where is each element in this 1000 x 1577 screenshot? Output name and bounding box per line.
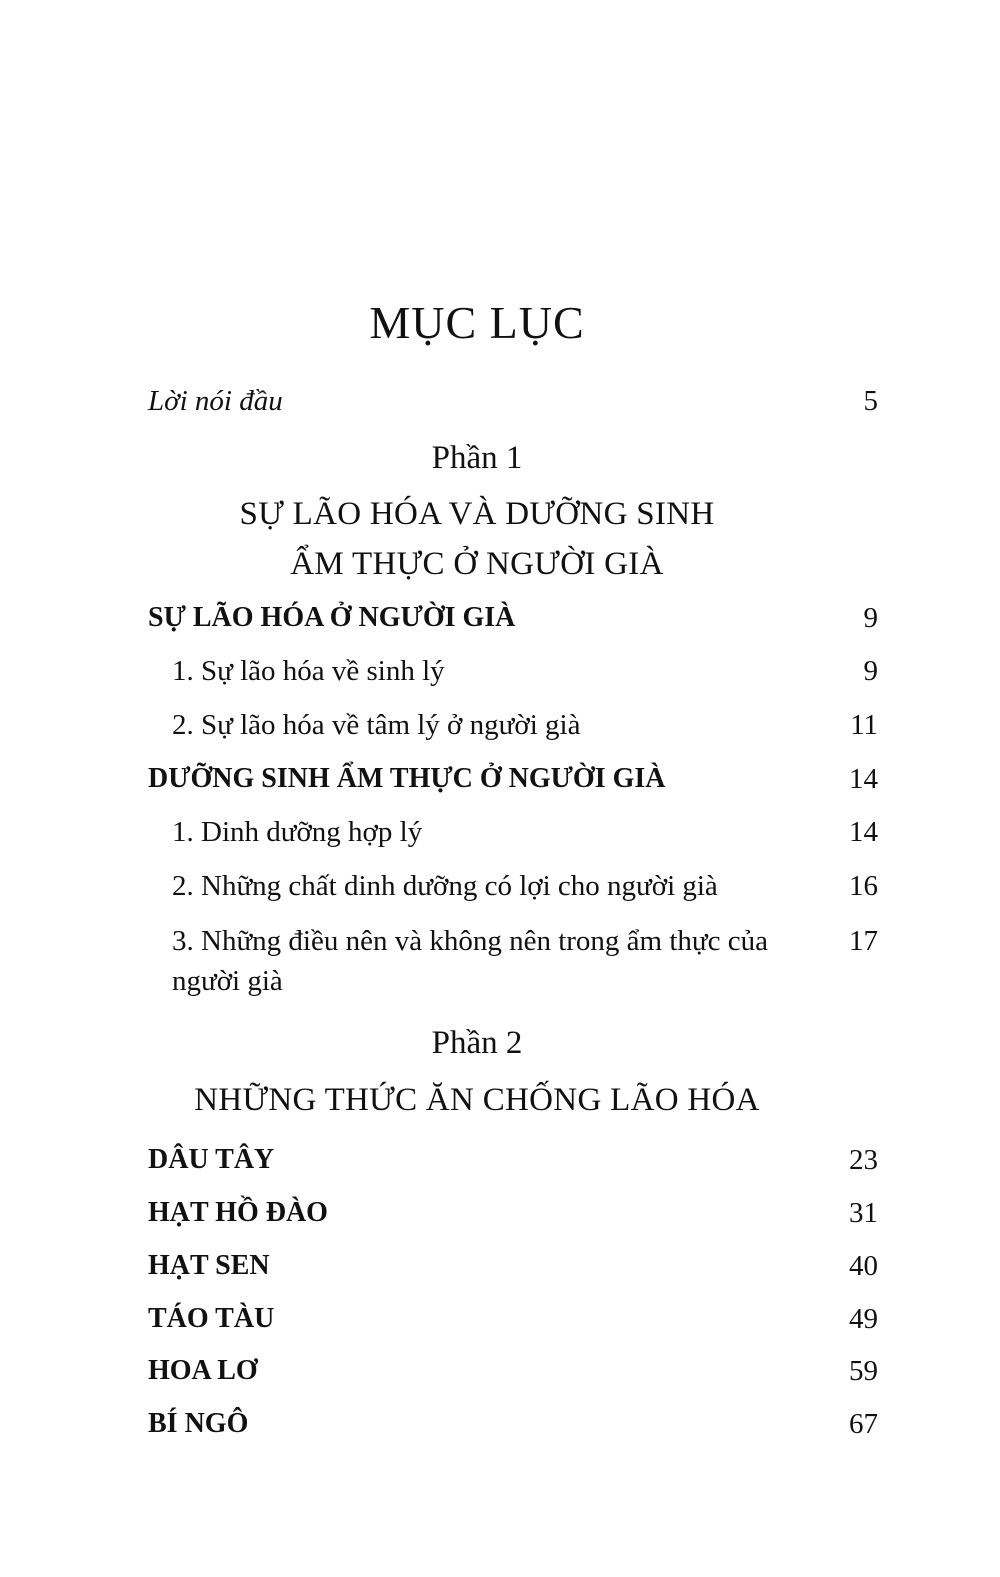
toc-section-entry[interactable]	[148, 1351, 878, 1391]
entry-label: HẠT HỒ ĐÀO	[148, 1197, 328, 1228]
toc-section-entry[interactable]	[148, 1193, 878, 1233]
entry-label: HẠT SEN	[148, 1250, 270, 1281]
entry-label: SỰ LÃO HÓA Ở NGƯỜI GIÀ	[148, 602, 516, 633]
entry-page-number: 40	[849, 1250, 878, 1282]
part1-title-line1: SỰ LÃO HÓA VÀ DƯỠNG SINH	[239, 496, 715, 532]
entry-page-number: 49	[849, 1303, 878, 1335]
toc-section-entry[interactable]	[148, 1299, 878, 1339]
entry-label: TÁO TÀU	[148, 1303, 275, 1334]
toc-section-entry[interactable]	[148, 1140, 878, 1180]
entry-page-number: 9	[863, 602, 878, 634]
part1-title-line2: ẨM THỰC Ở NGƯỜI GIÀ	[290, 546, 664, 582]
part2-title: NHỮNG THỨC ĂN CHỐNG LÃO HÓA	[194, 1082, 760, 1118]
toc-entry-preface[interactable]	[148, 381, 878, 421]
toc-subsection-entry[interactable]	[172, 866, 878, 906]
entry-page-number: 31	[849, 1197, 878, 1229]
entry-label: 2. Sự lão hóa về tâm lý ở người già	[172, 709, 581, 741]
entry-page-number: 14	[849, 763, 878, 795]
entry-page-number: 23	[849, 1144, 878, 1176]
entry-label: 1. Dinh dưỡng hợp lý	[172, 816, 423, 848]
entry-page-number: 5	[863, 385, 878, 417]
entry-page-number: 11	[850, 709, 878, 741]
toc-subsection-entry[interactable]	[172, 921, 878, 1001]
toc-title: MỤC LỤC	[369, 297, 585, 348]
entry-page-number: 67	[849, 1408, 878, 1440]
part1-heading: Phần 1	[431, 440, 523, 476]
entry-page-number: 14	[849, 816, 878, 848]
entry-label: Lời nói đầu	[148, 385, 283, 417]
entry-label: 3. Những điều nên và không nên trong ẩm thực của người già	[172, 925, 768, 997]
toc-section-entry[interactable]	[148, 1246, 878, 1286]
entry-label: 1. Sự lão hóa về sinh lý	[172, 655, 445, 687]
entry-label: DƯỠNG SINH ẨM THỰC Ở NGƯỜI GIÀ	[148, 763, 666, 794]
entry-label: HOA LƠ	[148, 1355, 258, 1386]
entry-label: BÍ NGÔ	[148, 1408, 249, 1439]
entry-page-number: 17	[849, 925, 878, 957]
toc-section-entry[interactable]	[148, 1404, 878, 1444]
entry-page-number: 59	[849, 1355, 878, 1387]
toc-section-entry[interactable]	[148, 598, 878, 638]
toc-section-entry[interactable]	[148, 759, 878, 799]
part2-heading: Phần 2	[431, 1025, 523, 1061]
entry-page-number: 16	[849, 870, 878, 902]
entry-page-number: 9	[863, 655, 878, 687]
toc-subsection-entry[interactable]	[172, 812, 878, 852]
entry-label: 2. Những chất dinh dưỡng có lợi cho người già	[172, 870, 718, 902]
toc-subsection-entry[interactable]	[172, 705, 878, 745]
toc-subsection-entry[interactable]	[172, 651, 878, 691]
entry-label: DÂU TÂY	[148, 1144, 275, 1175]
